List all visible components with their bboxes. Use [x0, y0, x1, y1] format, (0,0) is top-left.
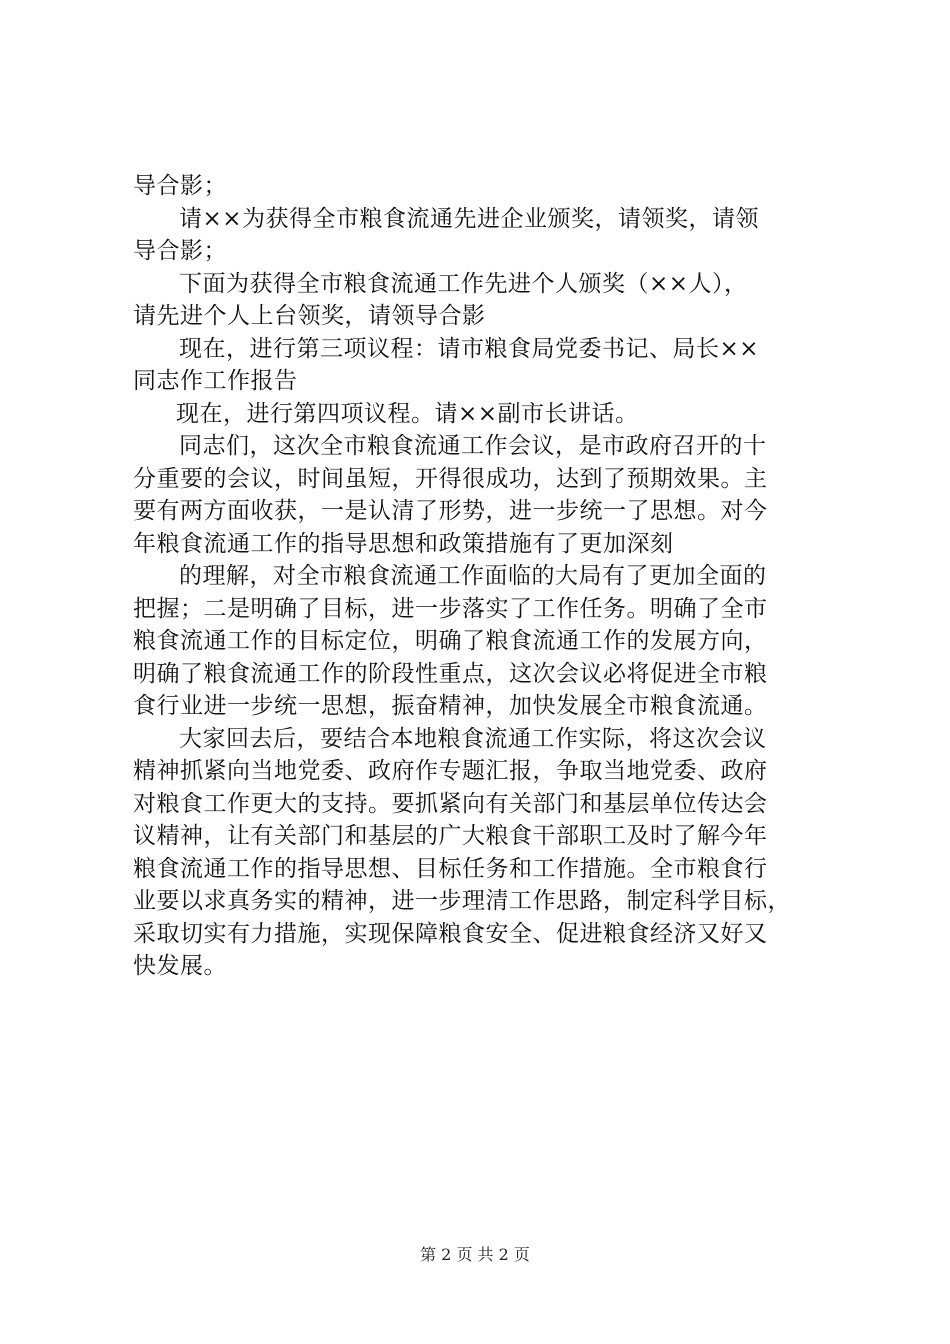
text-line: 采取切实有力措施，实现保障粮食安全、促进粮食经济又好又 — [133, 920, 768, 947]
text-line: 明确了粮食流通工作的阶段性重点，这次会议必将促进全市粮 — [133, 660, 768, 687]
text-line: 快发展。 — [133, 953, 227, 979]
text-line: 业要以求真务实的精神，进一步理清工作思路，制定科学目标， — [133, 888, 791, 914]
text-line: 导合影； — [133, 238, 227, 264]
text-line: 同志作工作报告 — [133, 368, 298, 394]
text-line: 现在，进行第四项议程。请××副市长讲话。 — [176, 400, 639, 427]
text-line: 食行业进一步统一思想，振奋精神，加快发展全市粮食流通。 — [133, 693, 768, 719]
text-line: 粮食流通工作的目标定位，明确了粮食流通工作的发展方向， — [133, 628, 768, 654]
text-line: 把握；二是明确了目标，进一步落实了工作任务。明确了全市 — [133, 595, 768, 622]
text-line: 下面为获得全市粮食流通工作先进个人颁奖（××人）， — [179, 270, 748, 297]
text-line: 同志们，这次全市粮食流通工作会议，是市政府召开的十 — [179, 433, 767, 459]
text-line: 导合影； — [133, 173, 227, 199]
page-footer: 第 2 页 共 2 页 — [420, 1245, 530, 1264]
text-line: 请××为获得全市粮食流通先进企业颁奖，请领奖，请领 — [179, 205, 760, 232]
text-line: 要有两方面收获，一是认清了形势，进一步统一了思想。对今 — [133, 498, 768, 524]
text-line: 对粮食工作更大的支持。要抓紧向有关部门和基层单位传达会 — [133, 790, 768, 817]
text-line: 粮食流通工作的指导思想、目标任务和工作措施。全市粮食行 — [133, 855, 768, 882]
document-body — [133, 170, 833, 983]
text-line: 议精神，让有关部门和基层的广大粮食干部职工及时了解今年 — [133, 823, 768, 849]
text-line: 年粮食流通工作的指导思想和政策措施有了更加深刻 — [133, 530, 674, 557]
text-line: 精神抓紧向当地党委、政府作专题汇报，争取当地党委、政府 — [133, 758, 768, 784]
text-line: 分重要的会议，时间虽短，开得很成功，达到了预期效果。主 — [133, 465, 768, 492]
text-line: 请先进个人上台领奖，请领导合影 — [133, 303, 486, 329]
text-line: 的理解，对全市粮食流通工作面临的大局有了更加全面的 — [179, 563, 767, 589]
text-line: 大家回去后，要结合本地粮食流通工作实际，将这次会议 — [179, 725, 767, 752]
text-line: 现在，进行第三项议程：请市粮食局党委书记、局长×× — [179, 335, 760, 362]
